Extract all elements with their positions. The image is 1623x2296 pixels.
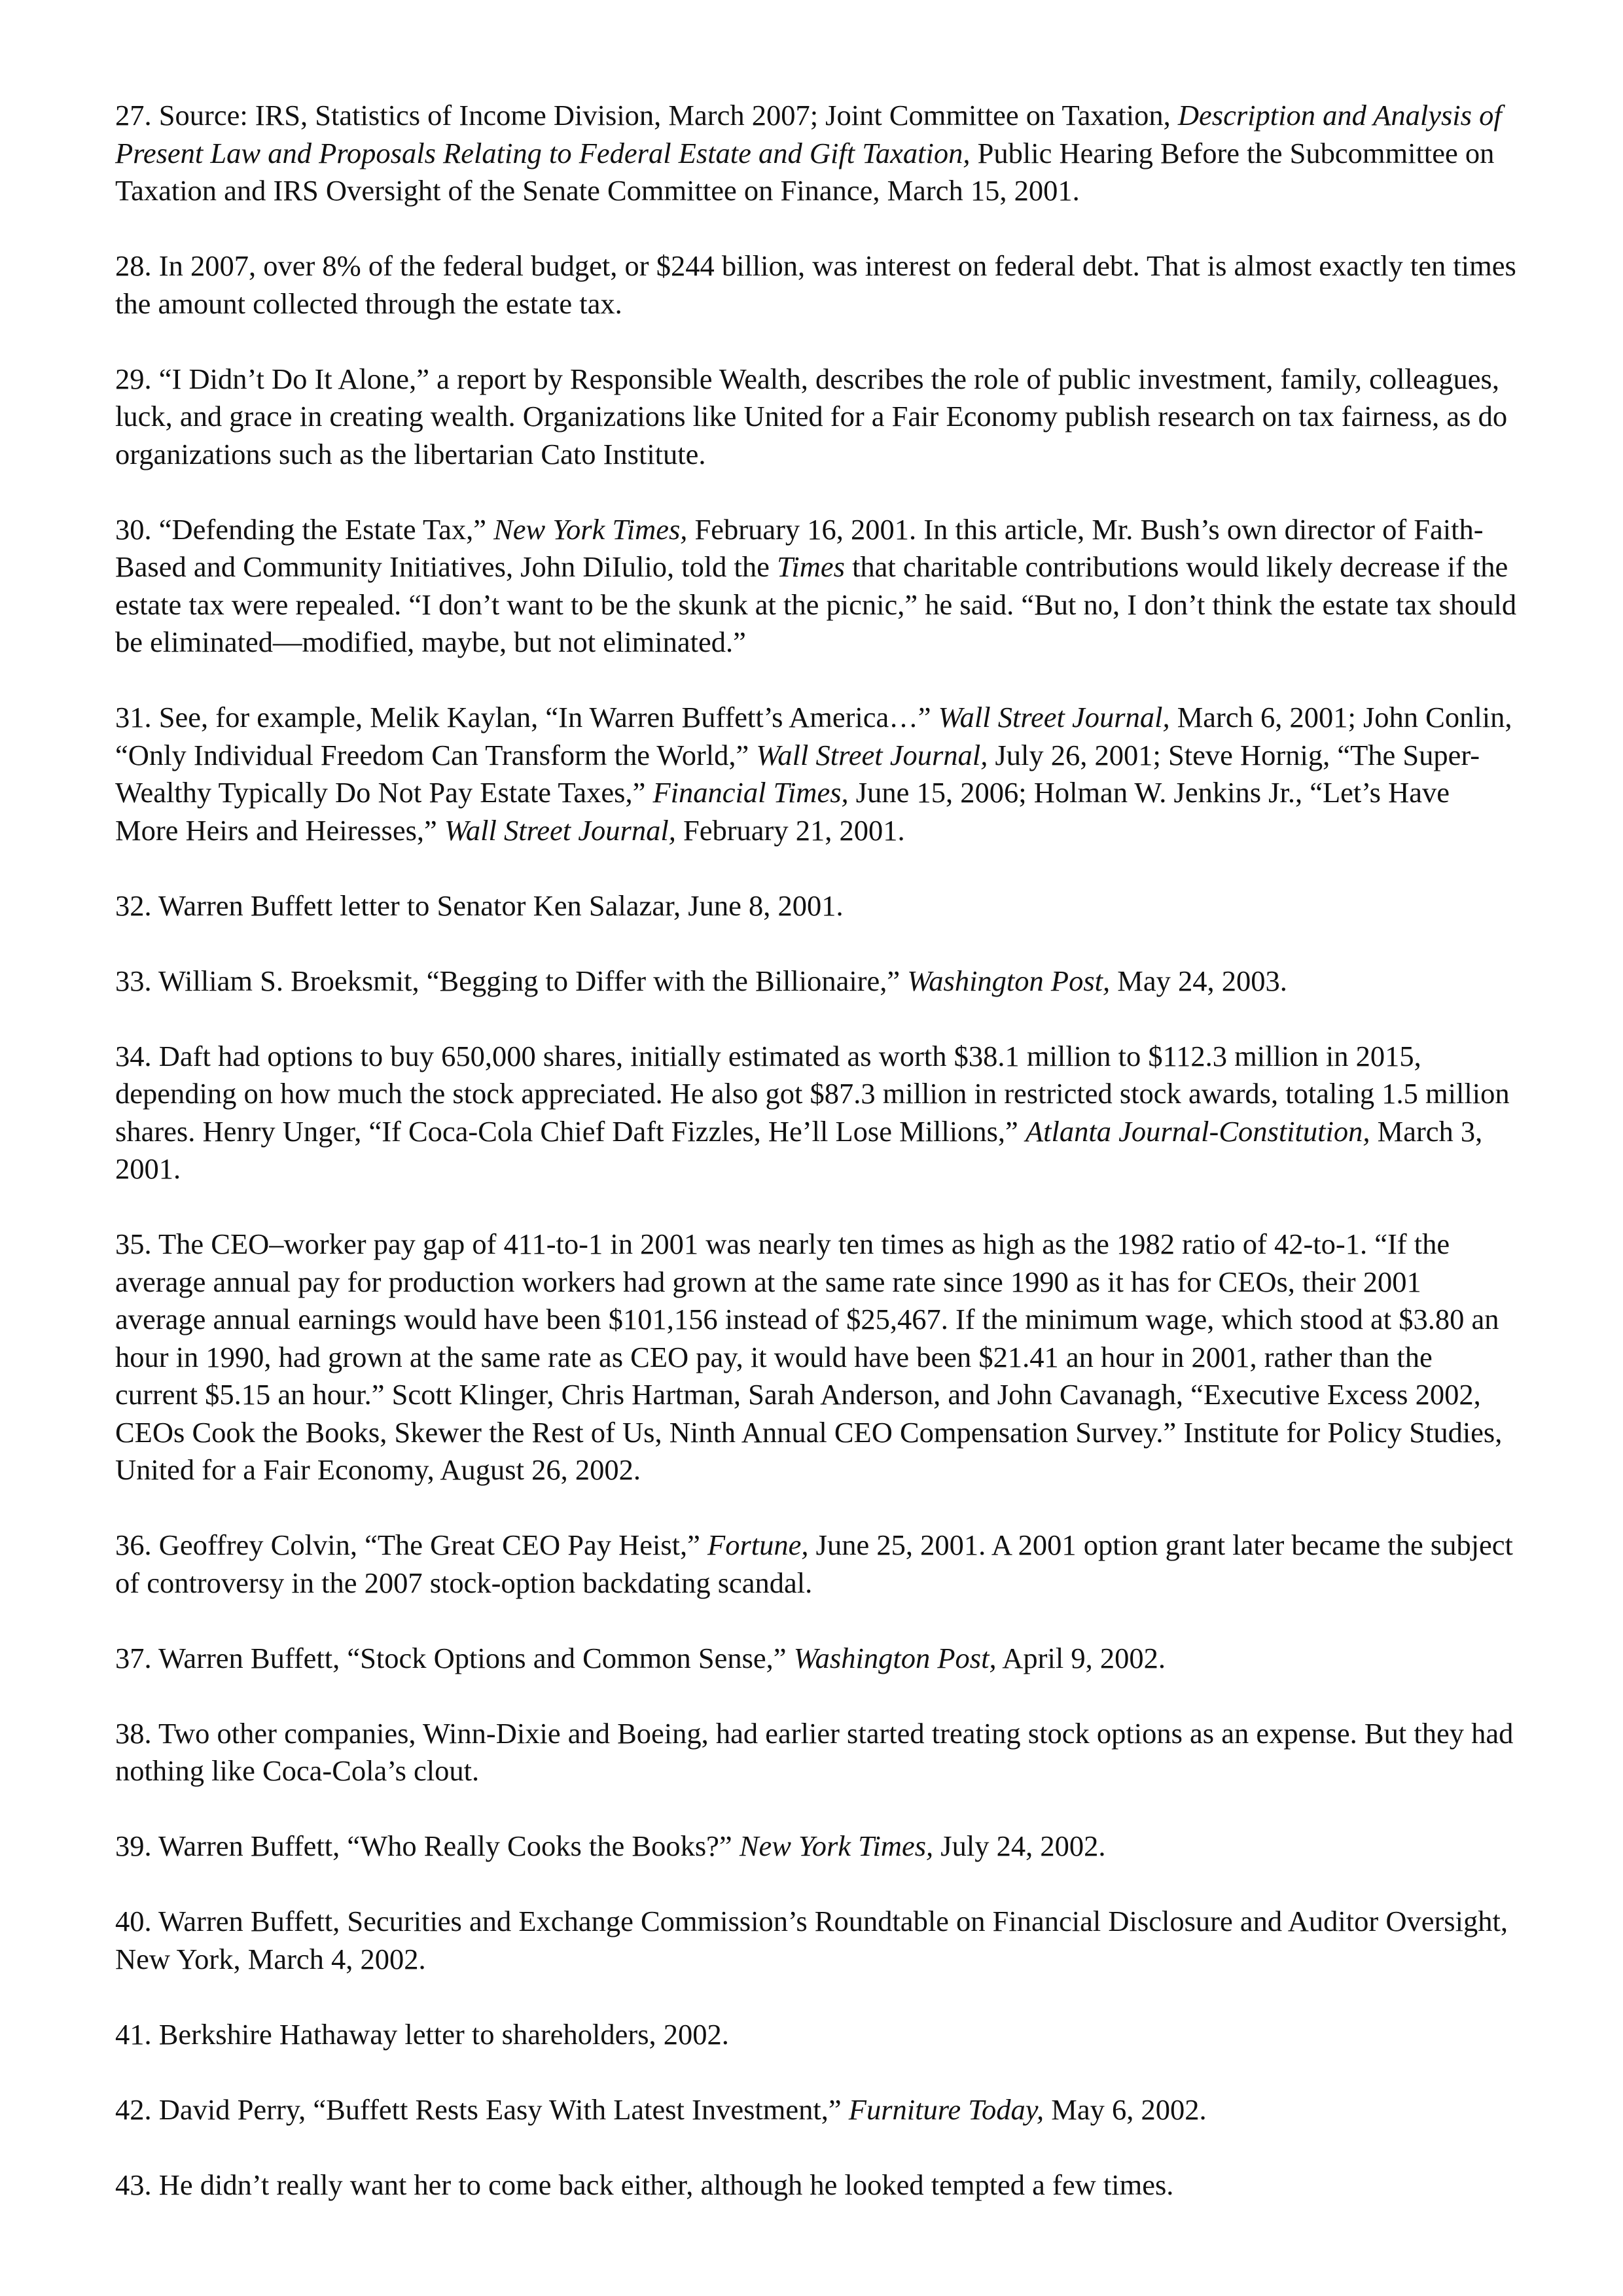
endnote-text: Berkshire Hathaway letter to shareholders, 2002. bbox=[158, 2017, 729, 2051]
endnote-number: 41. bbox=[115, 2017, 152, 2051]
endnote bbox=[115, 1527, 1518, 1602]
endnote bbox=[115, 2166, 1518, 2204]
endnote-text: See, for example, Melik Kaylan, “In Warren Buffett’s America…” bbox=[158, 701, 938, 733]
endnote bbox=[115, 247, 1518, 323]
endnote-text: Source: IRS, Statistics of Income Division, March 2007; Joint Committee on Taxation, bbox=[158, 99, 1178, 132]
endnote-italic-title: Wall Street Journal, bbox=[756, 738, 988, 771]
endnote-number: 36. bbox=[115, 1528, 152, 1561]
endnote-text: He didn’t really want her to come back either, although he looked tempted a few times. bbox=[158, 2168, 1174, 2201]
endnote bbox=[115, 2016, 1518, 2054]
endnote-text: The CEO–worker pay gap of 411-to-1 in 2001 was nearly ten times as high as the 1982 ratio of 42-to-1. “If the average annual pay for production workers had grown at the same rate since 1990 as it has for CEOs, their 2001 average annual earnings would have been $101,156 instead of $25,467. If the minimum wage, which stood at $3.80 an hour in 1990, had grown at the same rate as CEO pay, it would have been $21.41 an hour in 2001, rather than the current $5.15 an hour.” Scott Klinger, Chris Hartman, Sarah Anderson, and John Cavanagh, “Executive Excess 2002, CEOs Cook the Books, Skewer the Rest of Us, Ninth Annual CEO Compensation Survey.” Institute for Policy Studies, United for a Fair Economy, August 26, 2002. bbox=[115, 1227, 1503, 1486]
endnote-italic-title: Times bbox=[777, 550, 845, 583]
endnote-text: Two other companies, Winn-Dixie and Boeing, had earlier started treating stock options as an expense. But they had nothing like Coca-Cola’s clout. bbox=[115, 1716, 1514, 1787]
endnote-text: Warren Buffett, Securities and Exchange Commission’s Roundtable on Financial Disclosure and Auditor Oversight, New York, March 4, 2002. bbox=[115, 1905, 1508, 1975]
endnote-text: July 24, 2002. bbox=[933, 1829, 1106, 1862]
endnote-text: “Defending the Estate Tax,” bbox=[158, 512, 494, 546]
endnote-italic-title: Wall Street Journal, bbox=[938, 701, 1170, 733]
endnote-number: 33. bbox=[115, 964, 152, 997]
endnote-text: April 9, 2002. bbox=[996, 1641, 1166, 1674]
endnote-number: 30. bbox=[115, 512, 152, 546]
endnote-text: William S. Broeksmit, “Begging to Differ with the Billionaire,” bbox=[158, 964, 908, 997]
endnote-italic-title: Description and Analysis of Present Law and Proposals Relating to Federal Estate and Gift Taxation, bbox=[115, 99, 1502, 169]
endnote-number: 38. bbox=[115, 1716, 152, 1750]
endnote-text: July 26, 2001; Steve Hornig, “The Super-Wealthy Typically Do Not Pay Estate Taxes,” bbox=[115, 738, 1480, 809]
endnote-number: 31. bbox=[115, 701, 152, 733]
endnote bbox=[115, 1038, 1518, 1188]
endnote bbox=[115, 1226, 1518, 1489]
endnote-text: In 2007, over 8% of the federal budget, or $244 billion, was interest on federal debt. That is almost exactly ten times the amount collected through the estate tax. bbox=[115, 249, 1516, 320]
endnote bbox=[115, 511, 1518, 662]
endnote-italic-title: Washington Post, bbox=[793, 1641, 997, 1674]
endnote-italic-title: New York Times, bbox=[739, 1829, 934, 1862]
endnote-number: 28. bbox=[115, 249, 152, 282]
endnote bbox=[115, 361, 1518, 474]
endnote bbox=[115, 97, 1518, 210]
endnote-text: March 6, 2001; John Conlin, “Only Individual Freedom Can Transform the World,” bbox=[115, 701, 1512, 771]
endnote-text: David Perry, “Buffett Rests Easy With Latest Investment,” bbox=[158, 2093, 849, 2126]
endnote-italic-title: Washington Post, bbox=[907, 964, 1111, 997]
endnote-italic-title: Fortune, bbox=[707, 1528, 809, 1561]
endnote-number: 34. bbox=[115, 1039, 152, 1072]
endnote-italic-title: Wall Street Journal, bbox=[444, 813, 676, 847]
endnote-number: 27. bbox=[115, 99, 152, 132]
endnote-number: 43. bbox=[115, 2168, 152, 2201]
endnote-text: February 21, 2001. bbox=[675, 813, 905, 847]
endnote bbox=[115, 2091, 1518, 2129]
endnote-number: 35. bbox=[115, 1227, 152, 1260]
endnote-italic-title: Atlanta Journal-Constitution, bbox=[1025, 1114, 1370, 1148]
endnote bbox=[115, 1903, 1518, 1978]
endnote-number: 39. bbox=[115, 1829, 152, 1862]
endnote-text: Daft had options to buy 650,000 shares, initially estimated as worth $38.1 million to $112.3 million in 2015, depending on how much the stock appreciated. He also got $87.3 million in restricted stock awards, totaling 1.5 million shares. Henry Unger, “If Coca-Cola Chief Daft Fizzles, He’ll Lose Millions,” bbox=[115, 1039, 1510, 1148]
endnote-number: 32. bbox=[115, 889, 152, 922]
endnote-text: June 25, 2001. A 2001 option grant later became the subject of controversy in the 2007 stock-option backdating scandal. bbox=[115, 1528, 1513, 1599]
endnote-text: Geoffrey Colvin, “The Great CEO Pay Heist,” bbox=[158, 1528, 708, 1561]
endnote-text: that charitable contributions would likely decrease if the estate tax were repealed. “I don’t want to be the skunk at the picnic,” he said. “But no, I don’t think the estate tax should be eliminated—modified, maybe, but not eliminated.” bbox=[115, 550, 1517, 658]
endnote-text: “I Didn’t Do It Alone,” a report by Responsible Wealth, describes the role of public investment, family, colleagues, luck, and grace in creating wealth. Organizations like United for a Fair Economy publish research on tax fairness, as do organizations such as the libertarian Cato Institute. bbox=[115, 362, 1508, 470]
endnote-number: 37. bbox=[115, 1641, 152, 1674]
endnote-italic-title: Financial Times, bbox=[652, 776, 849, 809]
endnote bbox=[115, 699, 1518, 849]
endnote bbox=[115, 963, 1518, 1000]
endnote-italic-title: Furniture Today, bbox=[848, 2093, 1044, 2126]
endnote-number: 40. bbox=[115, 1905, 152, 1937]
endnote bbox=[115, 1828, 1518, 1865]
endnote-text: Warren Buffett, “Stock Options and Common Sense,” bbox=[158, 1641, 794, 1674]
endnote bbox=[115, 887, 1518, 925]
endnote-number: 29. bbox=[115, 362, 152, 395]
endnote-text: Warren Buffett letter to Senator Ken Salazar, June 8, 2001. bbox=[158, 889, 844, 922]
endnote-text: May 6, 2002. bbox=[1044, 2093, 1207, 2126]
endnotes-list bbox=[115, 97, 1518, 2204]
endnote-text: June 15, 2006; Holman W. Jenkins Jr., “Let’s Have More Heirs and Heiresses,” bbox=[115, 776, 1450, 847]
endnote-text: March 3, 2001. bbox=[115, 1114, 1483, 1185]
endnote bbox=[115, 1640, 1518, 1678]
endnote-text: May 24, 2003. bbox=[1110, 964, 1287, 997]
endnote-italic-title: New York Times, bbox=[493, 512, 688, 546]
endnote-number: 42. bbox=[115, 2093, 152, 2126]
endnote bbox=[115, 1715, 1518, 1790]
endnote-text: Public Hearing Before the Subcommittee on Taxation and IRS Oversight of the Senate Committee on Finance, March 15, 2001. bbox=[115, 136, 1495, 207]
endnote-text: February 16, 2001. In this article, Mr. Bush’s own director of Faith-Based and Community Initiatives, John DiIulio, told the bbox=[115, 512, 1484, 583]
endnote-text: Warren Buffett, “Who Really Cooks the Books?” bbox=[158, 1829, 740, 1862]
